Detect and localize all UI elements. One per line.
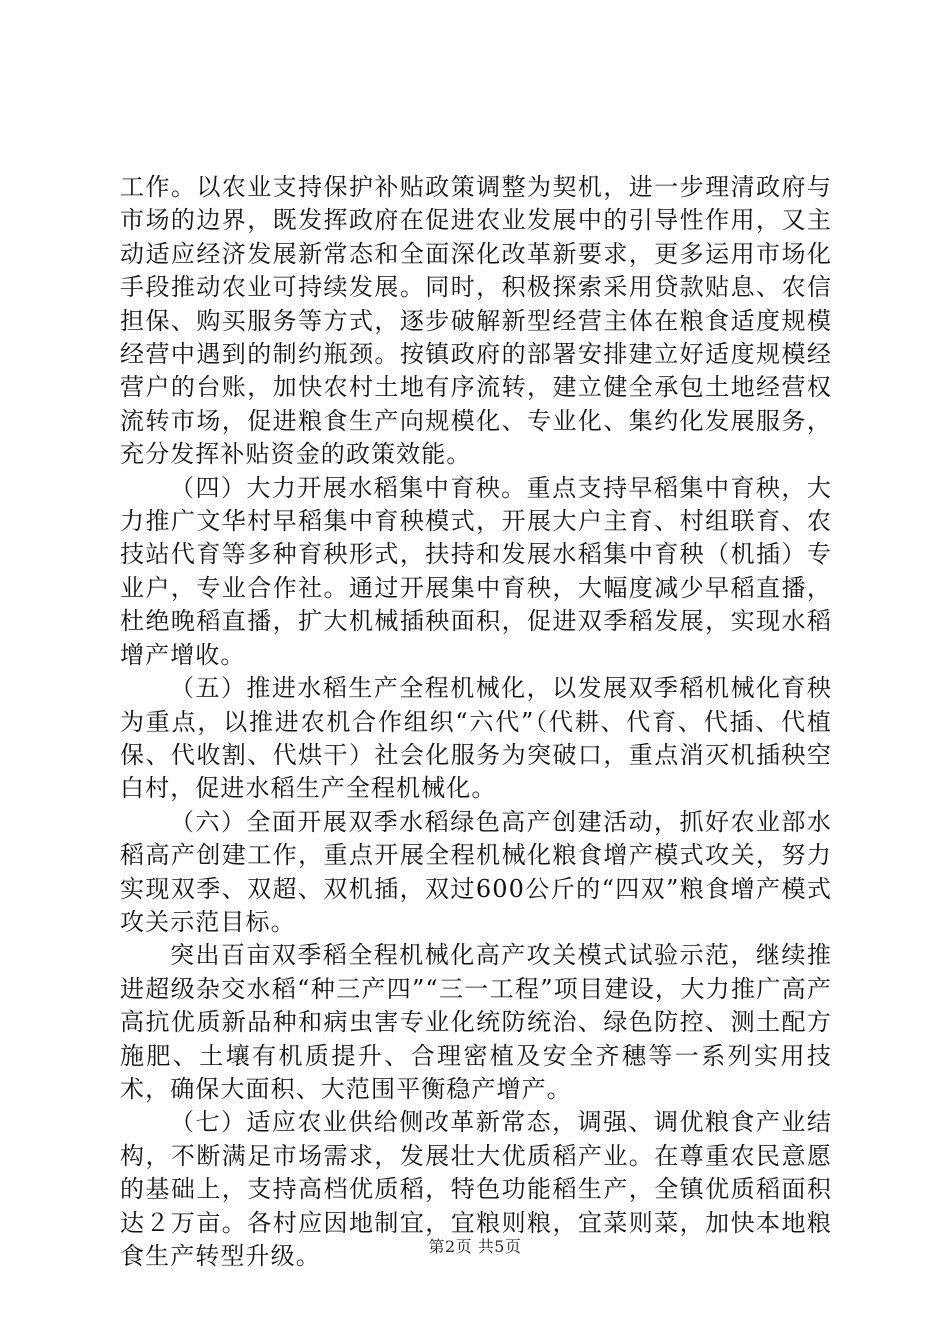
paragraph-section-4: （四）大力开展水稻集中育秧。重点支持早稻集中育秧，大力推广文华村早稻集中育秧模式，开展大户主育、村组联育、农技站代育等多种育秧形式，扶持和发展水稻集中育秧（机插）专业户，专业合作社。通过开展集中育秧，大幅度减少早稻直播，杜绝晚稻直播，扩大机械插秧面积，促进双季稻发展，实现水稻增产增收。 — [120, 473, 832, 669]
paragraph-continuation: 工作。以农业支持保护补贴政策调整为契机，进一步理清政府与市场的边界，既发挥政府在促进农业发展中的引导性作用，又主动适应经济发展新常态和全面深化改革新要求，更多运用市场化手段推动农业可持续发展。同时，积极探索采用贷款贴息、农信担保、购买服务等方式，逐步破解新型经营主体在粮食适度规模经营中遇到的制约瓶颈。按镇政府的部署安排建立好适度规模经营户的台账，加快农村土地有序流转，建立健全承包土地经营权流转市场，促进粮食生产向规模化、专业化、集约化发展服务，充分发挥补贴资金的政策效能。 — [120, 173, 832, 469]
document-body — [120, 171, 832, 1273]
paragraph-section-5: （五）推进水稻生产全程机械化，以发展双季稻机械化育秧为重点，以推进农机合作组织“六代”（代耕、代育、代插、代植保、代收割、代烘干）社会化服务为突破口，重点消灭机插秧空白村，促进水稻生产全程机械化。 — [120, 674, 832, 803]
page-number-footer: 第2页 共5页 — [428, 1237, 522, 1256]
paragraph-demonstration: 突出百亩双季稻全程机械化高产攻关模式试验示范，继续推进超级杂交水稻“种三产四”“三一工程”项目建设，大力推广高产高抗优质新品种和病虫害专业化统防统治、绿色防控、测土配方施肥、土壤有机质提升、合理密植及安全齐穗等一系列实用技术，确保大面积、大范围平衡稳产增产。 — [120, 941, 832, 1103]
paragraph-section-7: （七）适应农业供给侧改革新常态，调强、调优粮食产业结构，不断满足市场需求，发展壮大优质稻产业。在尊重农民意愿的基础上，支持高档优质稻，特色功能稻生产，全镇优质稻面积达２万亩。各村应因地制宜，宜粮则粮，宜菜则菜，加快本地粮食生产转型升级。 — [120, 1108, 832, 1270]
paragraph-section-6: （六）全面开展双季水稻绿色高产创建活动，抓好农业部水稻高产创建工作，重点开展全程机械化粮食增产模式攻关，努力实现双季、双超、双机插，双过600公斤的“四双”粮食增产模式攻关示范目标。 — [120, 807, 832, 936]
